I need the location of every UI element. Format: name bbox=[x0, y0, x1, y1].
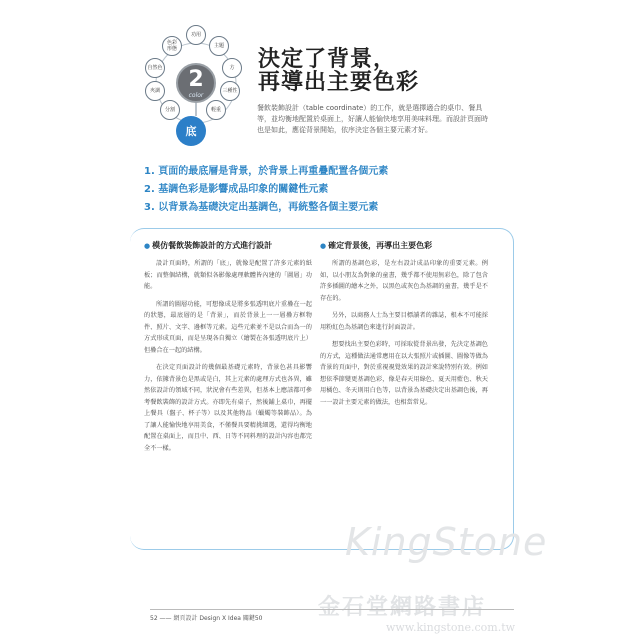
kingstone-watermark-logo: KingStone bbox=[345, 520, 548, 564]
left-paragraph: 所謂的圖層功能，可想像成是將多張透明底片重疊在一起的狀態，最底層的是「背景」，而於背景上一一層疊方框物件、照片、文字、邊框等元素。這些元素並不是以合而為一的方式形成頁面，而是呈現各自獨立（繪製在各張透明底片上）但疊合在一起的結構。 bbox=[144, 300, 312, 354]
diagram-node-theme: 主題 bbox=[209, 36, 229, 56]
diagram-node-three: 三種性 bbox=[220, 81, 240, 101]
page-footer: 52 —— 網頁設計 Design X Idea 關鍵50 bbox=[150, 615, 263, 622]
key-point-1: 1. 頁面的最底層是背景，於背景上再重疊配置各個元素 bbox=[144, 166, 389, 177]
page-title bbox=[258, 48, 419, 94]
kingstone-watermark-url: www.kingstone.com.tw bbox=[386, 621, 516, 634]
bullet-icon: ● bbox=[320, 242, 327, 250]
diagram-node-natural: 自然色 bbox=[145, 58, 165, 78]
diagram-node-direction: 方 bbox=[222, 58, 242, 78]
diagram-hub bbox=[176, 63, 216, 103]
hub-number: 2 bbox=[188, 67, 204, 92]
kingstone-watermark-name: 金石堂網路書店 bbox=[318, 595, 487, 620]
right-paragraph: 另外，以商務人士為主要目標讀者的雜誌，根本不可能採用粉紅色為基調色來進行封面設計。 bbox=[320, 312, 488, 331]
left-column-heading: ● 模仿餐飲裝飾設計的方式進行設計 bbox=[144, 241, 273, 250]
right-paragraph: 所謂的基調色彩，是左右設計成品印象的重要元素。例如，以小朋友為對象的童書，幾乎都不使用無彩色，除了包含許多插圖的繪本之外，以黑色或灰色為基調的童書，幾乎是不存在的。 bbox=[320, 260, 488, 302]
key-points bbox=[144, 163, 388, 217]
diagram-node-color-form: 色彩 形態 bbox=[162, 36, 182, 56]
right-column-heading: ● 確定背景後，再導出主要色彩 bbox=[320, 241, 433, 250]
diagram-base-node: 底 bbox=[176, 116, 206, 146]
diagram-node-split: 分割 bbox=[160, 100, 180, 120]
bullet-icon: ● bbox=[144, 242, 151, 250]
left-column bbox=[144, 240, 312, 460]
diagram-node-tone: 夾調 bbox=[145, 81, 165, 101]
key-point-2: 2. 基調色彩是影響成品印象的關鍵性元素 bbox=[144, 184, 329, 195]
right-column bbox=[320, 240, 488, 414]
title-line-2: 再導出主要色彩 bbox=[258, 70, 420, 95]
intro-paragraph: 餐飲裝飾設計（table coordinate）的工作，就是選擇適合的桌巾、餐具等，並均衡地配置於桌面上，好讓人能愉快地享用美味料理。而設計頁面時也是如此，應從背景開始，依序決定各個主要元素才好。 bbox=[257, 104, 488, 134]
diagram-node-weight: 輕重 bbox=[206, 100, 226, 120]
right-paragraph: 想要找出主要色彩時，可採取從背景出發，先決定基調色的方式，這種做法通常應用在以大張照片或插圖、圖像等做為背景的頁面中，對於重視視覺效果的設計來說特別有效。例如想依季節變更基調色彩，像是春天用綠色、夏天用藍色、秋天用橘色、冬天則用白色等，以背景為基礎決定出基調色後，再一一設計主要元素的做法，也相當常見。 bbox=[320, 341, 488, 406]
hub-caption: color bbox=[188, 92, 204, 99]
title-line-1: 決定了背景， bbox=[258, 47, 397, 72]
diagram-node-function: 功用 bbox=[186, 25, 206, 45]
left-paragraph: 設計頁面時，所謂的「底」，就像是配置了許多元素的紙板；而整個結構，就類似各影像處理軟體皆內建的「圖層」功能。 bbox=[144, 260, 312, 290]
footer-divider bbox=[150, 609, 514, 610]
key-point-3: 3. 以背景為基礎決定出基調色，再統整各個主要元素 bbox=[144, 202, 379, 213]
left-paragraph: 在決定頁面設計的幾個最基礎元素時，背景色甚具影響力，依據背景色是黑或是白，其上元素的處理方式也各異，雖然依設計的領域不同，狀況會有些差異，但基本上應該都可參考餐飲裝飾的設計方式。亦即先有桌子，然後鋪上桌巾，再擺上餐具（盤子、杯子等）以及其他物品（蠟燭等裝飾品）。為了讓人能愉快地享用美食，不僅餐具要精挑細選，還得均衡地配置在桌面上，而且中、西、日等不同料理的設計內容也都完全不一樣。 bbox=[144, 364, 312, 452]
